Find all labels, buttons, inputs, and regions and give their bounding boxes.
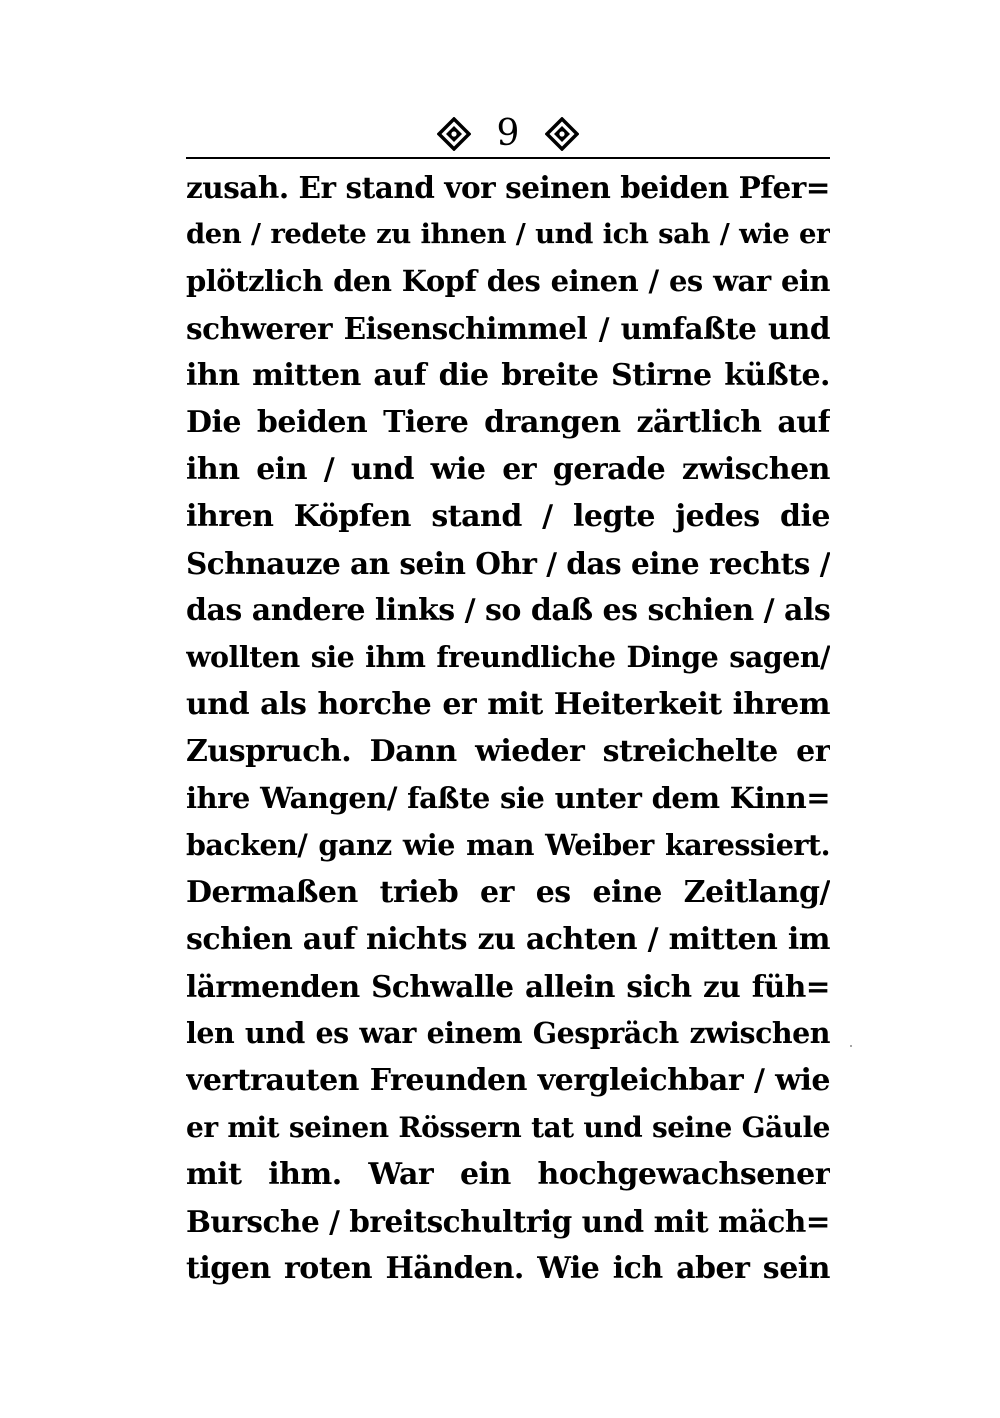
text-line: ihre Wangen/ faßte sie unter dem Kinn= — [186, 781, 830, 815]
text-line: vertrauten Freunden vergleichbar / wie — [186, 1063, 830, 1098]
text-line: er mit seinen Rössern tat und seine Gäule — [186, 1111, 830, 1144]
text-line: ihn ein / und wie er gerade zwischen — [186, 452, 830, 487]
text-line: ihn mitten auf die breite Stirne küßte. — [186, 358, 830, 393]
text-line: mit ihm. War ein hochgewachsener — [186, 1157, 830, 1192]
diamond-ornament-right-icon — [545, 117, 579, 151]
header-rule — [186, 157, 830, 159]
text-line: plötzlich den Kopf des einen / es war ein — [186, 264, 830, 298]
text-line: backen/ ganz wie man Weiber karessiert. — [186, 828, 830, 862]
text-line: Dermaßen trieb er es eine Zeitlang/ — [186, 875, 830, 910]
text-line: wollten sie ihm freundliche Dinge sagen/ — [186, 640, 830, 674]
text-line: den / redete zu ihnen / und ich sah / wie er — [186, 218, 830, 250]
text-line: schien auf nichts zu achten / mitten im — [186, 922, 830, 957]
text-line: lärmenden Schwalle allein sich zu füh= — [186, 969, 830, 1004]
page-number: 9 — [496, 113, 520, 154]
diamond-ornament-left-icon — [437, 117, 471, 151]
text-line: Zuspruch. Dann wieder streichelte er — [186, 734, 830, 769]
body-text — [186, 164, 830, 1292]
scan-speck — [850, 1045, 852, 1047]
text-line: Schnauze an sein Ohr / das eine rechts / — [186, 546, 830, 581]
text-line: ihren Köpfen stand / legte jedes die — [186, 499, 830, 534]
text-line: Die beiden Tiere drangen zärtlich auf — [186, 405, 830, 440]
text-line: und als horche er mit Heiterkeit ihrem — [186, 687, 830, 722]
text-line: len und es war einem Gespräch zwischen — [186, 1016, 830, 1050]
text-line: das andere links / so daß es schien / als — [186, 593, 830, 628]
text-line: Bursche / breitschultrig und mit mäch= — [186, 1204, 830, 1239]
text-line: schwerer Eisenschimmel / umfaßte und — [186, 311, 830, 346]
page-header — [186, 112, 830, 156]
text-line: tigen roten Händen. Wie ich aber sein — [186, 1251, 830, 1286]
text-line: zusah. Er stand vor seinen beiden Pfer= — [186, 170, 830, 205]
